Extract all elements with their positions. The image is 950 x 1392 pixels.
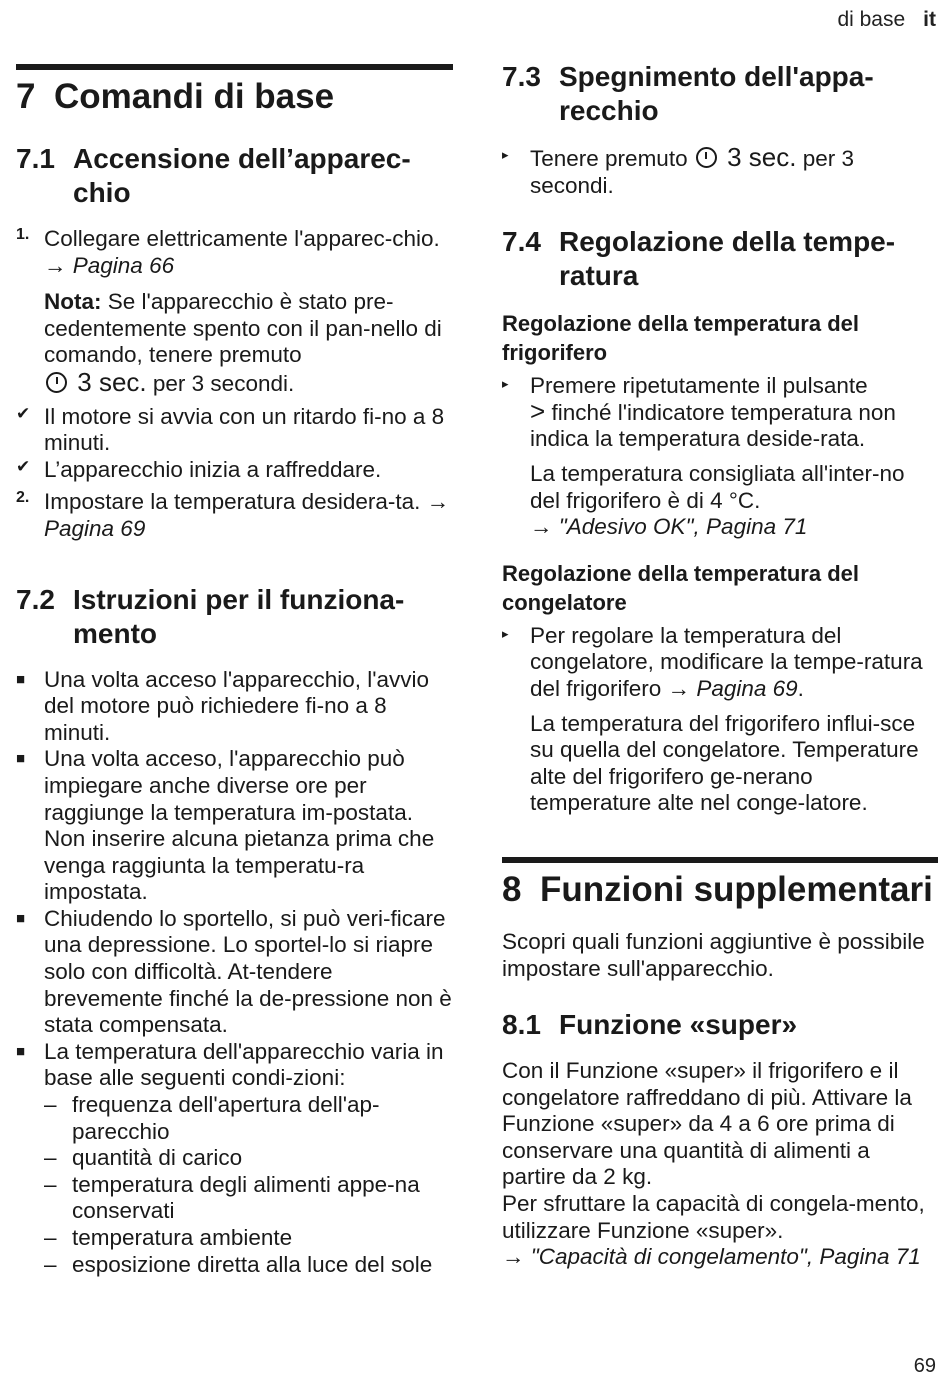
triangle-bullet-icon: ▸ — [502, 147, 509, 162]
check-icon: ✔ — [16, 456, 31, 476]
conditions-list — [44, 1092, 453, 1278]
power-icon — [696, 147, 717, 168]
super-function-reference — [502, 1244, 938, 1271]
square-bullet-icon: ■ — [16, 670, 26, 688]
section-title: Spegnimento dell'appa-recchio — [559, 61, 874, 126]
freezer-step: ▸ Per regolare la temperatura del congelatore, modificare la tempe-ratura del frigorifero → Pagina 69. — [502, 622, 923, 701]
square-bullet-icon: ■ — [16, 1042, 26, 1060]
section-number: 7.1 — [16, 143, 55, 174]
page-reference: Pagina 69 — [44, 515, 146, 541]
left-column — [16, 64, 453, 1278]
chapter-8-heading — [502, 857, 938, 909]
fridge-temperature-heading: Regolazione della temperatura del frigorifero — [502, 311, 859, 366]
super-function-paragraph: Con il Funzione «super» il frigorifero e il congelatore raffreddano di più. Attivare la Funzione «super» da 4 a 6 ore prima di conservare una quantità di alimenti a partire da 2 kg. — [502, 1058, 912, 1190]
step-number: 1. — [16, 226, 30, 243]
fridge-step: ▸ Premere ripetutamente il pulsante > finché l'indicatore temperatura non indica la temperatura deside-rata. — [502, 373, 896, 452]
section-title: Istruzioni per il funziona-mento — [73, 583, 405, 649]
arrow-icon: → — [667, 675, 691, 701]
step-2 — [16, 489, 453, 542]
list-item: – temperatura ambiente — [44, 1225, 293, 1250]
arrow-icon: → — [502, 1244, 525, 1270]
section-7-3-heading — [502, 60, 938, 128]
step-1 — [16, 226, 453, 279]
chapter-title: Funzioni supplementari — [540, 869, 933, 909]
chapter-8-intro: Scopri quali funzioni aggiuntive è possibile impostare sull'apparecchio. — [502, 928, 925, 981]
list-item: ■ Una volta acceso l'apparecchio, l'avvio del motore può richiedere fi-no a 8 minuti. — [16, 666, 430, 745]
button-label: 3 sec. — [727, 142, 797, 172]
arrow-icon: → — [530, 514, 553, 540]
section-number: 7.3 — [502, 61, 541, 92]
note: Nota: Se l'apparecchio è stato pre-cedentemente spento con il pan-nello di comando, tenere premuto 3 sec. per 3 secondi. — [44, 289, 442, 397]
dash-bullet: – — [44, 1251, 57, 1277]
dash-bullet: – — [44, 1225, 57, 1250]
dash-bullet: – — [44, 1145, 57, 1171]
button-label: 3 sec. — [77, 366, 147, 397]
list-item: – esposizione diretta alla luce del sole — [44, 1251, 433, 1277]
list-item: – frequenza dell'apertura dell'ap-parecchio — [44, 1092, 380, 1144]
chapter-number: 7 — [16, 77, 36, 116]
page-number: 69 — [913, 1355, 936, 1377]
page-reference: "Capacità di congelamento", Pagina 71 — [530, 1244, 921, 1270]
step-text: Collegare elettricamente l'apparec-chio. → Pagina 66 — [44, 226, 440, 278]
section-number: 7.2 — [16, 583, 55, 615]
square-bullet-icon: ■ — [16, 750, 26, 768]
triangle-bullet-icon: ▸ — [502, 625, 509, 641]
list-item: – temperatura degli alimenti appe-na conservati — [44, 1171, 420, 1224]
super-function-paragraph-2: Per sfruttare la capacità di congela-mento, utilizzare Funzione «super». — [502, 1191, 925, 1243]
chevron-right-icon: > — [530, 395, 546, 426]
page-reference: "Adesivo OK", Pagina 71 — [558, 514, 808, 540]
chapter-number: 8 — [502, 869, 522, 909]
right-column — [502, 60, 938, 1271]
section-number: 8.1 — [502, 1009, 541, 1041]
section-7-4-heading — [502, 225, 938, 293]
chapter-7-heading — [16, 64, 453, 116]
section-8-1-heading — [502, 1008, 938, 1042]
list-item: – quantità di carico — [44, 1145, 243, 1171]
section-title: Regolazione della tempe-ratura — [559, 226, 896, 292]
list-item: ■ Chiudendo lo sportello, si può veri-ficare una depressione. Lo sportel-lo si riapre solo con difficoltà. At-tendere brevemente finché la de-pressione non è stata compensata. — [16, 905, 452, 1038]
section-number: 7.4 — [502, 226, 541, 258]
freezer-temperature-heading: Regolazione della temperatura del congelatore — [502, 560, 859, 615]
note-label: Nota: — [44, 289, 102, 315]
dash-bullet: – — [44, 1171, 57, 1197]
header-language: it — [923, 8, 936, 31]
result-2: ✔ L’apparecchio inizia a raffreddare. — [16, 456, 382, 482]
header-section: di base — [837, 8, 906, 31]
square-bullet-icon: ■ — [16, 909, 26, 927]
section-title: Accensione dell’apparec-chio — [73, 143, 411, 208]
arrow-icon: → — [44, 252, 67, 278]
dash-bullet: – — [44, 1092, 57, 1118]
operating-instructions-list — [16, 667, 453, 1279]
freezer-note: La temperatura del frigorifero influi-sce su quella del congelatore. Temperature alte del frigorifero ge-nerano temperature alte nel conge-latore. — [530, 710, 919, 816]
list-item: ■ Una volta acceso, l'apparecchio può impiegare anche diverse ore per raggiunge la temperatura im-postata. Non inserire alcuna pietanza prima che venga raggiunta la temperatu-ra impostata. — [16, 746, 435, 905]
step-text: Impostare la temperatura desidera-ta. → Pagina 69 — [44, 489, 450, 541]
page-header — [837, 8, 936, 32]
result-1: ✔ Il motore si avvia con un ritardo fi-no a 8 minuti. — [16, 403, 445, 456]
arrow-icon: → — [426, 489, 450, 515]
page-reference: Pagina 69 — [696, 675, 798, 701]
power-icon — [46, 372, 67, 393]
triangle-bullet-icon: ▸ — [502, 376, 509, 392]
list-item: ■ La temperatura dell'apparecchio varia in base alle seguenti condi-zioni: – frequenza dell'apertura dell'ap-parecchio – quantità di carico – temperatura degli alimenti appe-na conservati – temperatura ambiente – esposizione diretta alla luce del sole — [16, 1039, 453, 1278]
section-7-1-heading — [16, 142, 453, 210]
check-icon: ✔ — [16, 403, 31, 423]
section-title: Funzione «super» — [559, 1009, 798, 1041]
fridge-note: La temperatura consigliata all'inter-no del frigorifero è di 4 °C. → "Adesivo OK", Pagina 71 — [530, 460, 905, 540]
section-7-2-heading — [16, 583, 453, 651]
switch-off-step: ▸ Tenere premuto 3 sec. per 3 secondi. — [502, 142, 855, 198]
chapter-title: Comandi di base — [54, 77, 335, 116]
page-reference: Pagina 66 — [72, 252, 175, 278]
step-number: 2. — [16, 489, 30, 507]
